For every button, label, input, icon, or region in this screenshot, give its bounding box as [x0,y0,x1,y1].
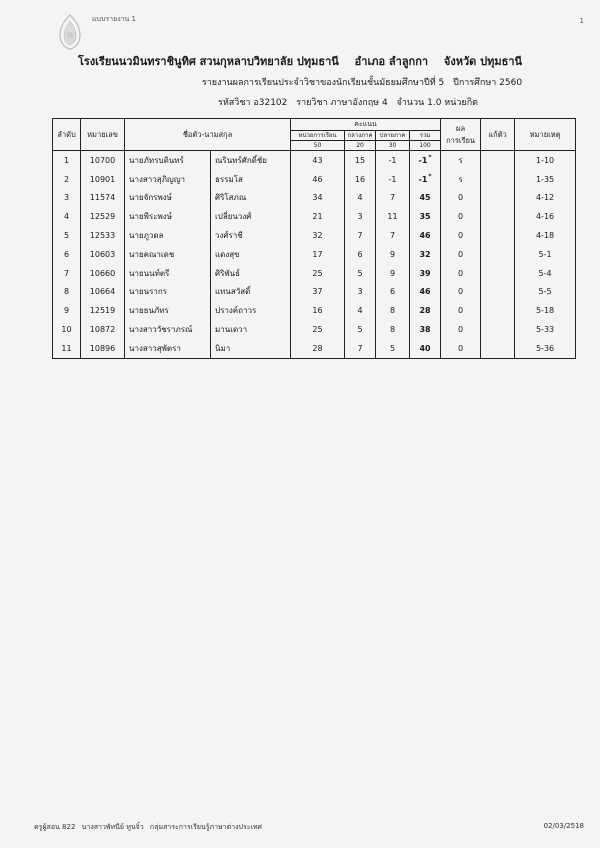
header-correction: แก้ตัว [481,119,515,151]
row-final-score [376,170,410,189]
row-student-id [81,170,125,189]
row-final-score-value: 6 [389,287,396,297]
row-midterm-score [345,151,376,170]
row-total-score-value: 39 [419,268,431,278]
row-last-name [211,320,291,339]
row-order-value: 6 [63,249,70,259]
row-order [53,339,81,358]
row-last-name-value: ปรางค์ถาวร [215,306,257,316]
row-remark-value: 4-12 [535,193,555,203]
report-title-line [0,75,600,89]
header-order: ลำดับ [53,119,81,151]
report-year: ปีการศึกษา 2560 [453,78,523,88]
row-last-name-value: แดงสุข [215,249,240,259]
row-total-score-value: -1 [418,174,428,184]
row-remark-value: 5-18 [535,306,555,316]
row-result [441,245,481,264]
row-midterm-score-value: 5 [357,268,363,278]
row-first-name [125,339,211,358]
grades-body [53,151,576,359]
row-first-name [125,226,211,245]
header-unit-max: 50 [291,141,345,151]
row-result [441,170,481,189]
row-last-name [211,226,291,245]
table-row [53,264,576,283]
row-student-id [81,339,125,358]
row-midterm-score-value: 5 [357,325,363,335]
row-student-id-value: 10603 [89,249,116,259]
incomplete-mark: * [428,153,432,161]
row-last-name-value: เปลี่ยนวงศ์ [215,212,252,222]
row-student-id-value: 10664 [89,287,116,297]
row-final-score [376,189,410,208]
row-student-id [81,283,125,302]
row-order [53,301,81,320]
row-final-score-value: 8 [389,306,396,316]
row-midterm-score [345,189,376,208]
row-midterm-score [345,245,376,264]
row-first-name [125,170,211,189]
row-first-name [125,301,211,320]
row-order [53,283,81,302]
row-remark-value: 5-5 [538,287,552,297]
school-province: จังหวัด ปทุมธานี [443,55,523,68]
row-last-name [211,189,291,208]
row-last-name-value: ศิริโสภณ [215,193,247,203]
row-midterm-score-value: 4 [357,306,363,316]
row-first-name-value: นายคณาเดช [129,249,175,259]
row-first-name-value: นายภัทรบดินทร์ [129,155,184,165]
header-student-id: หมายเลข [81,119,125,151]
row-student-id-value: 10660 [89,268,116,278]
row-total-score [410,170,441,189]
row-midterm-score [345,301,376,320]
row-total-score [410,189,441,208]
row-student-id-value: 12519 [89,306,116,316]
row-student-id [81,245,125,264]
row-order-value: 11 [61,343,72,353]
row-midterm-score-value: 15 [354,155,366,165]
row-midterm-score [345,283,376,302]
row-midterm-score-value: 16 [354,174,366,184]
row-student-id [81,207,125,226]
row-result-value: ร [458,174,463,184]
row-last-name [211,151,291,170]
row-result-value: 0 [458,231,464,241]
row-order-value: 7 [63,268,70,278]
school-district: อำเภอ ลำลูกกา [354,55,429,68]
row-total-score [410,339,441,358]
row-first-name-value: นายนรากร [129,287,168,297]
row-midterm-score [345,339,376,358]
grades-table [52,118,576,359]
row-unit-score-value: 28 [312,343,323,353]
row-midterm-score-value: 4 [357,193,363,203]
row-remark [515,301,576,320]
table-row [53,245,576,264]
row-midterm-score [345,170,376,189]
row-final-score-value: -1 [388,155,397,165]
row-correction [481,189,515,208]
row-remark [515,320,576,339]
row-correction [481,320,515,339]
row-unit-score [291,189,345,208]
row-remark [515,207,576,226]
incomplete-mark: * [428,172,432,180]
row-last-name-value: แทนสวัสดิ์ [215,287,251,297]
row-result [441,226,481,245]
row-last-name [211,245,291,264]
row-total-score [410,151,441,170]
row-first-name-value: นายธนภัทร [129,306,169,316]
row-unit-score-value: 21 [312,212,323,222]
row-unit-score [291,245,345,264]
row-remark-value: 5-1 [538,249,552,259]
header-result-line1: ผล [456,123,466,133]
header-name: ชื่อตัว-นามสกุล [125,119,291,151]
row-remark [515,189,576,208]
row-order-value: 4 [63,212,70,222]
row-result-value: 0 [458,249,464,259]
row-total-score [410,245,441,264]
row-result-value: 0 [458,193,464,203]
row-remark [515,339,576,358]
table-row [53,226,576,245]
header-total: รวม [410,131,441,141]
row-total-score-value: 38 [419,325,431,335]
row-final-score-value: 9 [389,268,396,278]
row-result-value: 0 [458,212,464,222]
row-result [441,207,481,226]
row-total-score [410,264,441,283]
row-total-score-value: 46 [419,287,431,297]
row-total-score-value: 40 [419,343,431,353]
row-final-score-value: 7 [389,231,396,241]
row-student-id [81,264,125,283]
row-order-value: 2 [63,174,70,184]
row-unit-score [291,320,345,339]
row-order [53,207,81,226]
row-remark [515,226,576,245]
row-final-score [376,226,410,245]
row-remark [515,245,576,264]
row-final-score-value: 8 [389,325,396,335]
row-final-score [376,151,410,170]
row-total-score [410,320,441,339]
row-student-id-value: 10901 [89,174,116,184]
row-unit-score-value: 46 [312,174,323,184]
row-total-score [410,207,441,226]
row-student-id [81,151,125,170]
row-final-score-value: 5 [389,343,396,353]
row-last-name [211,207,291,226]
row-last-name-value: นิมา [215,343,231,353]
row-first-name-value: นายพีระพงษ์ [129,212,172,222]
row-correction [481,245,515,264]
row-first-name-value: นายจักรพงษ์ [129,193,172,203]
row-total-score-value: 35 [419,212,431,222]
table-row [53,207,576,226]
row-total-score-value: 46 [419,231,431,241]
row-midterm-score [345,226,376,245]
row-midterm-score [345,264,376,283]
row-unit-score [291,283,345,302]
row-remark-value: 4-16 [535,212,555,222]
row-first-name [125,207,211,226]
row-order [53,170,81,189]
row-remark-value: 1-35 [535,174,555,184]
row-result [441,151,481,170]
row-last-name-value: ธรรมโส [215,174,243,184]
row-order-value: 8 [63,287,70,297]
row-result-value: 0 [458,287,464,297]
row-unit-score [291,151,345,170]
row-last-name [211,339,291,358]
row-result [441,301,481,320]
row-student-id [81,189,125,208]
row-midterm-score-value: 3 [357,287,363,297]
row-result-value: 0 [458,343,464,353]
header-total-max: 100 [410,141,441,151]
school-name: โรงเรียนนวมินทราชินูทิศ สวนกุหลาบวิทยาลัย ปทุมธานี [77,55,339,68]
row-remark-value: 1-10 [535,155,555,165]
row-unit-score-value: 32 [312,231,323,241]
row-student-id [81,226,125,245]
row-midterm-score [345,207,376,226]
row-final-score-value: 11 [387,212,398,222]
subject-credits: จำนวน 1.0 หน่วยกิต [396,98,478,108]
row-remark [515,170,576,189]
row-final-score-value: 7 [389,193,396,203]
table-row [53,339,576,358]
row-remark [515,283,576,302]
row-unit-score [291,226,345,245]
table-row [53,301,576,320]
footer-teacher [34,822,266,833]
header-final-max: 30 [376,141,410,151]
subject-line [0,95,600,109]
row-unit-score-value: 43 [312,155,323,165]
row-student-id-value: 12529 [89,212,116,222]
header-result-line2: การเรียน [446,135,475,145]
row-correction [481,264,515,283]
row-remark-value: 5-36 [535,343,555,353]
row-student-id [81,320,125,339]
table-row [53,151,576,170]
row-result [441,283,481,302]
department: กลุ่มสาระการเรียนรู้ภาษาต่างประเทศ [149,823,262,831]
row-unit-score-value: 37 [312,287,323,297]
row-unit-score-value: 17 [312,249,323,259]
header-unit: หน่วยการเรียน [291,131,345,141]
page-number: 1 [579,17,584,25]
row-total-score [410,301,441,320]
row-result [441,264,481,283]
row-total-score [410,283,441,302]
row-order-value: 10 [61,325,72,335]
row-midterm-score-value: 7 [357,231,363,241]
row-correction [481,170,515,189]
row-remark-value: 4-18 [535,231,555,241]
subject-code: รหัสวิชา อ32102 [218,98,288,108]
row-unit-score [291,264,345,283]
row-final-score [376,264,410,283]
header-scores-group: คะแนน [291,119,441,131]
row-order-value: 1 [63,155,70,165]
row-first-name [125,245,211,264]
row-final-score [376,339,410,358]
row-correction [481,207,515,226]
row-first-name [125,264,211,283]
row-result-value: ร [458,155,463,165]
row-total-score-value: 32 [419,249,431,259]
row-student-id-value: 10872 [89,325,116,335]
row-unit-score-value: 25 [312,268,323,278]
row-first-name-value: นายภูวดล [129,231,164,241]
row-order [53,226,81,245]
header-midterm-max: 20 [345,141,376,151]
table-row [53,170,576,189]
row-order-value: 9 [63,306,70,316]
row-correction [481,151,515,170]
table-row [53,320,576,339]
row-unit-score [291,170,345,189]
row-correction [481,226,515,245]
row-remark [515,264,576,283]
row-last-name [211,264,291,283]
row-last-name [211,170,291,189]
row-final-score-value: -1 [388,174,397,184]
school-header [0,52,600,70]
row-order [53,320,81,339]
row-order-value: 5 [63,231,70,241]
row-first-name [125,189,211,208]
row-remark [515,151,576,170]
table-row [53,283,576,302]
teacher-name: นางสาวพัทนีย์ ทูนจิ๋ว [81,823,144,831]
row-unit-score [291,339,345,358]
row-remark-value: 5-4 [538,268,552,278]
row-last-name [211,301,291,320]
subject-name: รายวิชา ภาษาอังกฤษ 4 [296,98,388,108]
row-order [53,151,81,170]
row-correction [481,283,515,302]
row-final-score [376,207,410,226]
row-last-name-value: วงศ์ราชี [215,231,243,241]
row-remark-value: 5-33 [535,325,555,335]
header-result [441,119,481,151]
row-student-id-value: 10700 [89,155,116,165]
row-midterm-score-value: 7 [357,343,363,353]
row-final-score [376,320,410,339]
row-result [441,320,481,339]
row-result [441,339,481,358]
row-unit-score [291,207,345,226]
row-result-value: 0 [458,268,464,278]
row-final-score [376,283,410,302]
row-correction [481,339,515,358]
table-row [53,189,576,208]
row-unit-score [291,301,345,320]
row-student-id-value: 12533 [89,231,116,241]
row-student-id-value: 10896 [89,343,116,353]
row-total-score-value: 45 [419,193,431,203]
form-label: แบบรายงาน 1 [92,15,137,23]
row-last-name-value: มานเดวา [215,325,248,335]
header-midterm: กลางภาค [345,131,376,141]
row-first-name [125,283,211,302]
header-remark: หมายเหตุ [515,119,576,151]
teacher-code: ครูผู้สอน 822 [34,823,76,831]
row-first-name [125,151,211,170]
row-last-name [211,283,291,302]
row-total-score-value: 28 [419,306,431,316]
row-correction [481,301,515,320]
row-order [53,189,81,208]
row-unit-score-value: 25 [312,325,323,335]
row-total-score [410,226,441,245]
row-first-name-value: นางสาวสุพัตรา [129,343,181,353]
row-last-name-value: ศิริพันธ์ [215,268,240,278]
row-order [53,245,81,264]
row-student-id [81,301,125,320]
row-unit-score-value: 34 [312,193,323,203]
school-emblem-icon [55,13,85,51]
row-total-score-value: -1 [418,155,428,165]
row-final-score-value: 9 [389,249,396,259]
row-result [441,189,481,208]
row-final-score [376,301,410,320]
header-final: ปลายภาค [376,131,410,141]
footer-date: 02/03/2518 [543,822,584,830]
row-order [53,264,81,283]
row-first-name [125,320,211,339]
row-first-name-value: นางสาวสุภิญญา [129,174,186,184]
row-student-id-value: 11574 [89,193,116,203]
row-result-value: 0 [458,306,464,316]
row-order-value: 3 [63,193,70,203]
row-first-name-value: นางสาววัชราภรณ์ [129,325,193,335]
row-midterm-score-value: 3 [357,212,363,222]
row-final-score [376,245,410,264]
row-last-name-value: ณรินทร์ศักดิ์ชัย [215,155,267,165]
report-title: รายงานผลการเรียนประจำวิชาของนักเรียนชั้นมัธยมศึกษาปีที่ 5 [201,78,445,88]
row-first-name-value: นายนนท์ตรี [129,268,170,278]
row-midterm-score [345,320,376,339]
row-unit-score-value: 16 [312,306,323,316]
row-midterm-score-value: 6 [357,249,363,259]
row-result-value: 0 [458,325,464,335]
